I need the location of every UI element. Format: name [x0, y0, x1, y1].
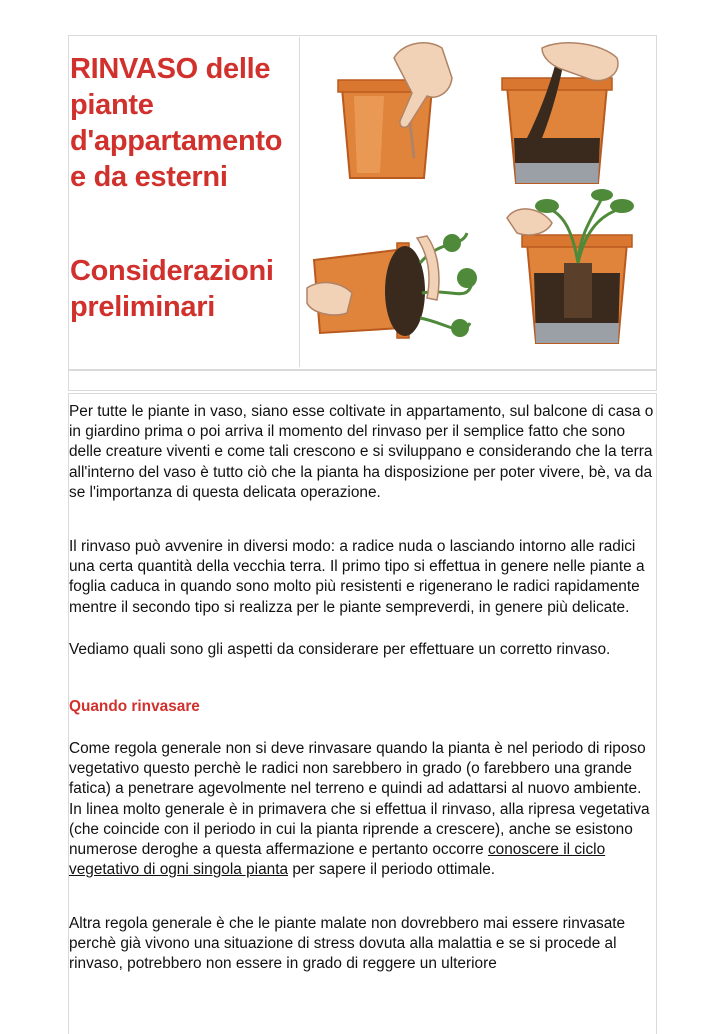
paragraph-sick-plants: Altra regola generale è che le piante malate non dovrebbero mai essere rinvasate perchè già vivono una situazione di stress dovuta alla malattia e se si procede al rinvaso, potrebbero non essere in grado di reggere un ulteriore [69, 915, 626, 973]
section-heading-when: Quando rinvasare [69, 698, 200, 715]
paragraph-aspects: Vediamo quali sono gli aspetti da considerare per effettuare un corretto rinvaso. [69, 641, 611, 658]
vegetative-cycle-link[interactable]: conoscere il ciclo vegetativo di ogni singola pianta [69, 841, 606, 879]
page-title: RINVASO delle piante d'appartamento e da esterni [70, 53, 283, 193]
paragraph-when-text: Come regola generale non si deve rinvasare quando la pianta è nel periodo di riposo vegetativo questo perchè le radici non sarebbero in grado (o farebbero una grande fatica) a penetrare agevolmente nel terreno e quindi ad adattarsi al nuovo ambiente. In linea molto generale è in primavera che si effettua il rinvaso, alla ripresa vegetativa (che coincide con il periodo in cui la pianta riprende a crescere), anche se esistono numerose deroghe a questa affermazione e pertanto occorre [69, 740, 650, 859]
repotting-illustration [302, 38, 652, 366]
page-subtitle: Considerazioni preliminari [70, 255, 274, 323]
paragraph-when [69, 739, 654, 880]
paragraph-when-tail: per sapere il periodo ottimale. [288, 861, 496, 879]
panel-pot-with-hand [338, 43, 452, 178]
panel-pouring-soil [502, 43, 618, 183]
paragraph-methods: Il rinvaso può avvenire in diversi modo: a radice nuda o lasciando intorno alle radici una certa quantità della vecchia terra. Il primo tipo si effettua in genere nelle piante a foglia caduca in quando sono molto più resistenti e rigenerano le radici rapidamente mentre il secondo tipo si realizza per le piante sempreverdi, in genere più delicate. [69, 538, 645, 616]
panel-removing-plant [307, 233, 477, 338]
spacer-row [68, 370, 657, 391]
panel-plant-in-new-pot [507, 189, 634, 343]
paragraph-intro: Per tutte le piante in vaso, siano esse coltivate in appartamento, sul balcone di casa o in giardino prima o poi arriva il momento del rinvaso per il semplice fatto che sono delle creature viventi e come tali crescono e si sviluppano e considerando che la terra all'interno del vaso è tutto ciò che la pianta ha disposizione per poter vivere, bè, va da se l'importanza di questa delicata operazione. [69, 403, 654, 501]
